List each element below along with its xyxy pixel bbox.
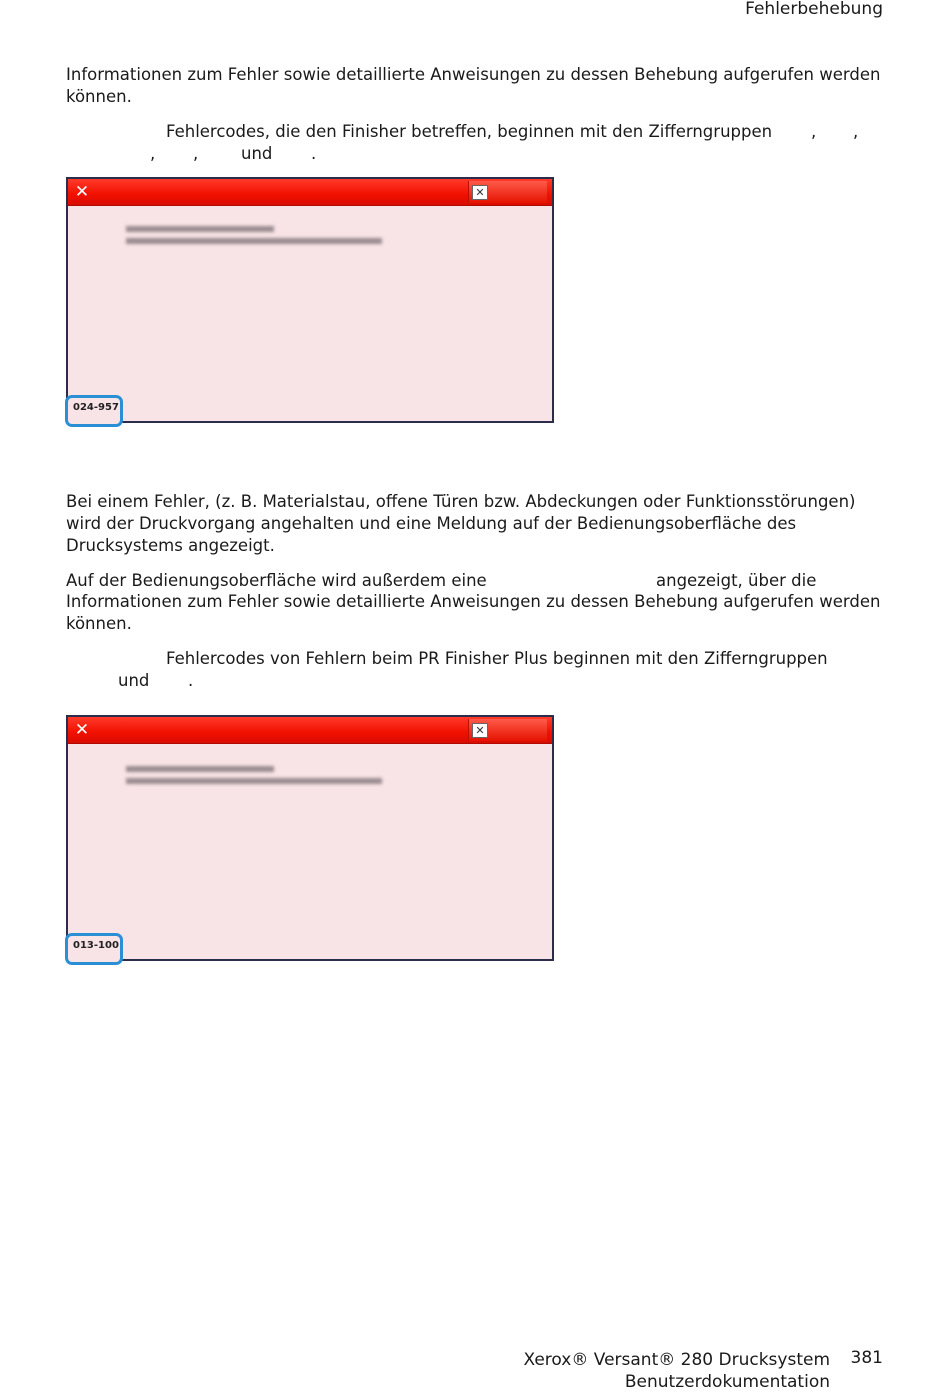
paragraph-line: Auf der Bedienungsoberfläche wird außerdem eine bbox=[66, 571, 487, 590]
paragraph-line: können. bbox=[66, 87, 132, 106]
blurred-message-line bbox=[126, 778, 382, 784]
footer-doc: Benutzerdokumentation bbox=[624, 1372, 830, 1392]
note-text: Fehlercodes von Fehlern beim PR Finisher Plus beginnen mit den Zifferngruppen bbox=[166, 649, 828, 668]
fault-code-highlight bbox=[65, 933, 123, 965]
running-header: Fehlerbehebung bbox=[745, 0, 883, 19]
note-period: . bbox=[188, 671, 194, 690]
note-and: und bbox=[118, 671, 150, 690]
note-and: und bbox=[241, 144, 273, 163]
fault-code: 024-957 bbox=[73, 402, 119, 413]
dialog-titlebar bbox=[68, 717, 552, 744]
dismiss-icon: ✕ bbox=[472, 185, 488, 200]
note-separator: , bbox=[811, 122, 817, 141]
blurred-message-line bbox=[126, 226, 274, 232]
paragraph-line: können. bbox=[66, 614, 132, 633]
fault-dialog bbox=[66, 177, 554, 423]
paragraph-line: wird der Druckvorgang angehalten und eine Meldung auf der Bedienungsoberfläche des bbox=[66, 514, 797, 533]
paragraph-line: Informationen zum Fehler sowie detaillierte Anweisungen zu dessen Behebung aufgerufen werden bbox=[66, 592, 881, 611]
note-period: . bbox=[311, 144, 317, 163]
note-separator: , bbox=[150, 144, 156, 163]
close-icon[interactable]: ✕ bbox=[74, 720, 90, 740]
dialog-titlebar bbox=[68, 179, 552, 206]
fault-code: 013-100 bbox=[73, 940, 119, 951]
paragraph-line: Drucksystems angezeigt. bbox=[66, 536, 275, 555]
fault-code-highlight bbox=[65, 395, 123, 427]
close-icon[interactable]: ✕ bbox=[74, 182, 90, 202]
footer-product: Xerox® Versant® 280 Drucksystem bbox=[523, 1350, 830, 1370]
paragraph-line: Informationen zum Fehler sowie detaillierte Anweisungen zu dessen Behebung aufgerufen werden bbox=[66, 65, 881, 84]
blurred-message-line bbox=[126, 238, 382, 244]
dismiss-button[interactable] bbox=[468, 181, 547, 203]
dismiss-button[interactable] bbox=[468, 719, 547, 741]
note-separator: , bbox=[853, 122, 859, 141]
paragraph-line: Bei einem Fehler, (z. B. Materialstau, offene Türen bzw. Abdeckungen oder Funktionsstörungen) bbox=[66, 492, 856, 511]
note-text: Fehlercodes, die den Finisher betreffen, beginnen mit den Zifferngruppen bbox=[166, 122, 773, 141]
note-separator: , bbox=[193, 144, 199, 163]
paragraph-line: angezeigt, über die bbox=[656, 571, 817, 590]
blurred-message-line bbox=[126, 766, 274, 772]
fault-dialog bbox=[66, 715, 554, 961]
page-number: 381 bbox=[850, 1348, 883, 1368]
dismiss-icon: ✕ bbox=[472, 723, 488, 738]
